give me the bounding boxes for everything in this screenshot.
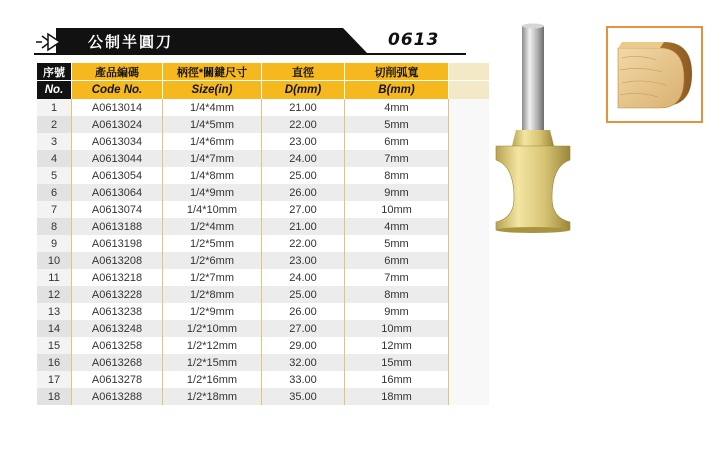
cell-blank [449, 354, 490, 371]
title-underline [34, 53, 466, 55]
cell-code: A0613024 [72, 116, 163, 133]
cell-size: 1/2*16mm [163, 371, 262, 388]
page-title: 公制半圓刀 [88, 33, 174, 51]
cell-blank [449, 184, 490, 201]
cell-blank [449, 201, 490, 218]
cell-size: 1/4*5mm [163, 116, 262, 133]
cell-no: 5 [37, 167, 72, 184]
col-header-width-en: B(mm) [345, 81, 449, 100]
col-header-width-zh: 切削弧寬 [345, 63, 449, 81]
cell-arc-width: 4mm [345, 99, 449, 116]
cell-diameter: 27.00 [262, 201, 345, 218]
cell-blank [449, 303, 490, 320]
cell-no: 7 [37, 201, 72, 218]
cell-code: A0613268 [72, 354, 163, 371]
cell-code: A0613064 [72, 184, 163, 201]
cell-size: 1/2*7mm [163, 269, 262, 286]
table-row [37, 303, 489, 320]
table-row [37, 235, 489, 252]
cell-diameter: 35.00 [262, 388, 345, 405]
cell-size: 1/2*6mm [163, 252, 262, 269]
table-row [37, 252, 489, 269]
cell-size: 1/2*15mm [163, 354, 262, 371]
wood-profile-icon [608, 28, 701, 121]
cell-blank [449, 320, 490, 337]
cell-diameter: 26.00 [262, 184, 345, 201]
cell-blank [449, 371, 490, 388]
title-bar [34, 28, 466, 58]
cell-code: A0613054 [72, 167, 163, 184]
cell-no: 12 [37, 286, 72, 303]
cell-diameter: 32.00 [262, 354, 345, 371]
cell-code: A0613228 [72, 286, 163, 303]
cell-size: 1/2*8mm [163, 286, 262, 303]
table-row [37, 371, 489, 388]
cell-no: 10 [37, 252, 72, 269]
cell-size: 1/4*8mm [163, 167, 262, 184]
cell-arc-width: 6mm [345, 252, 449, 269]
col-header-diameter-en: D(mm) [262, 81, 345, 100]
cell-diameter: 25.00 [262, 167, 345, 184]
cell-no: 16 [37, 354, 72, 371]
cell-diameter: 27.00 [262, 320, 345, 337]
cell-arc-width: 9mm [345, 184, 449, 201]
cell-diameter: 22.00 [262, 116, 345, 133]
cell-arc-width: 7mm [345, 269, 449, 286]
cell-no: 14 [37, 320, 72, 337]
cell-diameter: 21.00 [262, 218, 345, 235]
cell-blank [449, 218, 490, 235]
cell-diameter: 26.00 [262, 303, 345, 320]
col-header-code-en: Code No. [72, 81, 163, 100]
cell-no: 18 [37, 388, 72, 405]
col-header-size-zh: 柄徑*關鍵尺寸 [163, 63, 262, 81]
cell-size: 1/2*10mm [163, 320, 262, 337]
col-header-blank-en [449, 81, 490, 100]
cell-diameter: 33.00 [262, 371, 345, 388]
table-row [37, 133, 489, 150]
cell-no: 11 [37, 269, 72, 286]
arrow-pointer-icon [34, 30, 64, 54]
table-row [37, 337, 489, 354]
cell-arc-width: 15mm [345, 354, 449, 371]
cell-no: 9 [37, 235, 72, 252]
table-row [37, 150, 489, 167]
cell-no: 2 [37, 116, 72, 133]
table-row [37, 286, 489, 303]
cell-diameter: 24.00 [262, 269, 345, 286]
cell-blank [449, 252, 490, 269]
cell-blank [449, 150, 490, 167]
cell-arc-width: 7mm [345, 150, 449, 167]
cell-arc-width: 18mm [345, 388, 449, 405]
cell-diameter: 22.00 [262, 235, 345, 252]
cell-no: 15 [37, 337, 72, 354]
cell-arc-width: 8mm [345, 286, 449, 303]
cell-code: A0613218 [72, 269, 163, 286]
cell-size: 1/4*7mm [163, 150, 262, 167]
spec-table-body [37, 99, 489, 405]
cell-arc-width: 6mm [345, 133, 449, 150]
cell-code: A0613074 [72, 201, 163, 218]
cell-code: A0613238 [72, 303, 163, 320]
table-row [37, 167, 489, 184]
table-row [37, 388, 489, 405]
cell-size: 1/4*9mm [163, 184, 262, 201]
table-row [37, 320, 489, 337]
cell-code: A0613278 [72, 371, 163, 388]
table-row [37, 218, 489, 235]
cell-blank [449, 286, 490, 303]
cell-blank [449, 133, 490, 150]
cell-code: A0613014 [72, 99, 163, 116]
cell-size: 1/2*5mm [163, 235, 262, 252]
header-row-zh [37, 63, 489, 81]
cell-blank [449, 269, 490, 286]
cell-arc-width: 8mm [345, 167, 449, 184]
cell-no: 6 [37, 184, 72, 201]
col-header-no-en: No. [37, 81, 72, 100]
cell-size: 1/4*10mm [163, 201, 262, 218]
model-code: 0613 [388, 30, 440, 50]
cell-blank [449, 99, 490, 116]
cell-diameter: 25.00 [262, 286, 345, 303]
cell-diameter: 23.00 [262, 133, 345, 150]
col-header-diameter-zh: 直徑 [262, 63, 345, 81]
cell-no: 8 [37, 218, 72, 235]
cell-blank [449, 388, 490, 405]
cell-arc-width: 5mm [345, 116, 449, 133]
cell-blank [449, 235, 490, 252]
header-row-en [37, 81, 489, 100]
cell-code: A0613198 [72, 235, 163, 252]
cell-size: 1/2*12mm [163, 337, 262, 354]
cell-code: A0613288 [72, 388, 163, 405]
col-header-code-zh: 產品編碼 [72, 63, 163, 81]
cell-no: 4 [37, 150, 72, 167]
cell-size: 1/2*4mm [163, 218, 262, 235]
cell-blank [449, 167, 490, 184]
router-bit-icon [490, 18, 590, 238]
cell-diameter: 24.00 [262, 150, 345, 167]
cell-code: A0613208 [72, 252, 163, 269]
cell-blank [449, 116, 490, 133]
cell-arc-width: 5mm [345, 235, 449, 252]
cell-arc-width: 16mm [345, 371, 449, 388]
cell-size: 1/4*6mm [163, 133, 262, 150]
cell-arc-width: 12mm [345, 337, 449, 354]
cell-no: 1 [37, 99, 72, 116]
cell-no: 13 [37, 303, 72, 320]
cell-no: 17 [37, 371, 72, 388]
col-header-blank-zh [449, 63, 490, 81]
table-row [37, 269, 489, 286]
cell-arc-width: 9mm [345, 303, 449, 320]
table-row [37, 116, 489, 133]
cell-size: 1/2*9mm [163, 303, 262, 320]
cell-code: A0613258 [72, 337, 163, 354]
cell-size: 1/2*18mm [163, 388, 262, 405]
cell-arc-width: 10mm [345, 201, 449, 218]
cell-diameter: 23.00 [262, 252, 345, 269]
table-row [37, 354, 489, 371]
table-row [37, 184, 489, 201]
table-row [37, 201, 489, 218]
col-header-no-zh: 序號 [37, 63, 72, 81]
wood-profile-frame [606, 26, 703, 123]
table-row [37, 99, 489, 116]
cell-arc-width: 10mm [345, 320, 449, 337]
cell-diameter: 21.00 [262, 99, 345, 116]
cell-blank [449, 337, 490, 354]
cell-arc-width: 4mm [345, 218, 449, 235]
cell-size: 1/4*4mm [163, 99, 262, 116]
cell-diameter: 29.00 [262, 337, 345, 354]
cell-code: A0613044 [72, 150, 163, 167]
col-header-size-en: Size(in) [163, 81, 262, 100]
cell-code: A0613034 [72, 133, 163, 150]
cell-no: 3 [37, 133, 72, 150]
spec-table [37, 63, 489, 405]
cell-code: A0613248 [72, 320, 163, 337]
cell-code: A0613188 [72, 218, 163, 235]
